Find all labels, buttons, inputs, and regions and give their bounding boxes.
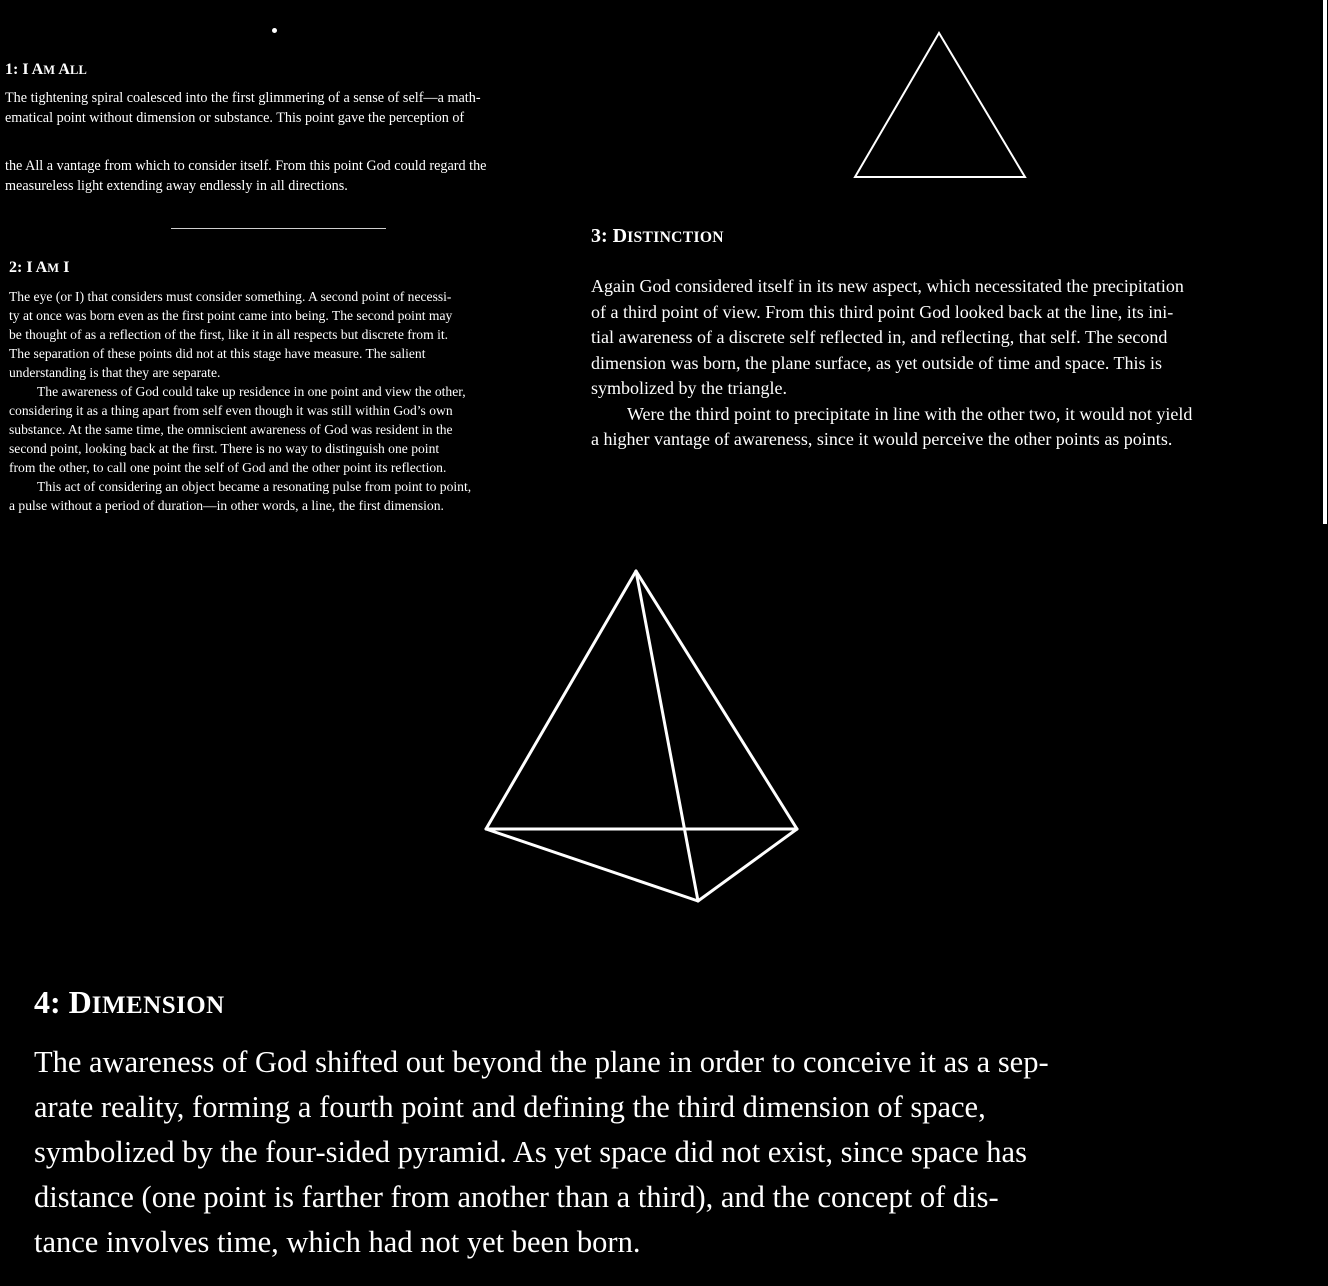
section2-line: This act of considering an object became a resonating pulse from point to point, bbox=[37, 479, 472, 494]
section3-line: tial awareness of a discrete self reflected in, and reflecting, that self. The second bbox=[591, 327, 1168, 347]
section4-line: tance involves time, which had not yet been born. bbox=[34, 1225, 641, 1259]
section1-line: The tightening spiral coalesced into the first glimmering of a sense of self—a math- bbox=[5, 90, 481, 106]
section1-heading-word2-cap: A bbox=[31, 61, 44, 78]
section1-heading-number: 1: bbox=[5, 61, 19, 78]
section3-heading-cap: D bbox=[607, 225, 628, 247]
section3-body bbox=[591, 274, 1289, 453]
triangle-figure bbox=[855, 33, 1025, 177]
section4-line: distance (one point is farther from another than a third), and the concept of dis- bbox=[34, 1180, 999, 1214]
section1-line: ematical point without dimension or substance. This point gave the perception of bbox=[5, 110, 465, 126]
section3-heading-sc: ISTINCTION bbox=[627, 229, 724, 246]
pyramid-edge bbox=[486, 571, 636, 829]
section4-line: The awareness of God shifted out beyond the plane in order to conceive it as a sep- bbox=[34, 1045, 1049, 1079]
section3-heading bbox=[591, 225, 724, 248]
section1-heading-word3-sc: LL bbox=[69, 63, 88, 77]
section3-line: a higher vantage of awareness, since it would perceive the other points as points. bbox=[591, 429, 1173, 449]
section2-line: be thought of as a reflection of the first, like it in all respects but discrete from it. bbox=[9, 327, 449, 342]
section2-line: from the other, to call one point the self of God and the other point its reflection. bbox=[9, 460, 447, 475]
section3-line: Were the third point to precipitate in line with the other two, it would not yield bbox=[627, 403, 1193, 424]
section2-heading-number: 2: bbox=[9, 259, 23, 276]
section2-line: The separation of these points did not at this stage have measure. The salient bbox=[9, 346, 426, 361]
section4-heading bbox=[34, 984, 225, 1021]
section1-heading-word2-sc: M bbox=[43, 63, 56, 77]
pyramid-figure bbox=[486, 571, 797, 901]
section2-line: substance. At the same time, the omniscient awareness of God was resident in the bbox=[9, 422, 453, 437]
section3-line: symbolized by the triangle. bbox=[591, 378, 787, 398]
section4-body bbox=[34, 1040, 1256, 1265]
section1-heading-word1: I bbox=[22, 61, 32, 78]
page-edge bbox=[1323, 0, 1327, 524]
section2-line: The awareness of God could take up residence in one point and view the other, bbox=[37, 384, 466, 399]
section3-line: of a third point of view. From this third point God looked back at the line, its ini- bbox=[591, 301, 1174, 322]
section2-heading-cap: I A bbox=[22, 259, 48, 276]
section4-heading-sc: IMENSION bbox=[91, 992, 225, 1019]
section4-line: arate reality, forming a fourth point and defining the third dimension of space, bbox=[34, 1090, 986, 1124]
section2-heading-tail: I bbox=[59, 259, 70, 276]
section1-line: measureless light extending away endlessly in all directions. bbox=[5, 178, 348, 194]
pyramid-edge bbox=[698, 829, 797, 901]
section1-heading-word3-cap: A bbox=[55, 61, 70, 78]
section4-heading-cap: D bbox=[60, 984, 92, 1020]
section2-line: The eye (or I) that considers must consider something. A second point of necessi- bbox=[9, 289, 452, 304]
section2-heading-sc: M bbox=[47, 261, 60, 275]
section3-line: dimension was born, the plane surface, as yet outside of time and space. This is bbox=[591, 352, 1163, 373]
section3-heading-number: 3: bbox=[591, 225, 608, 247]
section1-line: the All a vantage from which to consider itself. From this point God could regard the bbox=[5, 158, 487, 174]
section2-line: ty at once was born even as the first point came into being. The second point may bbox=[9, 308, 453, 323]
section4-line: symbolized by the four-sided pyramid. As yet space did not exist, since space has bbox=[34, 1135, 1027, 1169]
section4-heading-number: 4: bbox=[34, 984, 61, 1020]
section2-line: understanding is that they are separate. bbox=[9, 365, 221, 380]
section3-line: Again God considered itself in its new aspect, which necessitated the precipitation bbox=[591, 276, 1184, 296]
section2-line: second point, looking back at the first. There is no way to distinguish one point bbox=[9, 441, 440, 456]
section2-line: considering it as a thing apart from self even though it was still within God’s own bbox=[9, 403, 453, 418]
section2-line: a pulse without a period of duration—in other words, a line, the first dimension. bbox=[9, 498, 444, 513]
pyramid-edge bbox=[486, 829, 698, 901]
